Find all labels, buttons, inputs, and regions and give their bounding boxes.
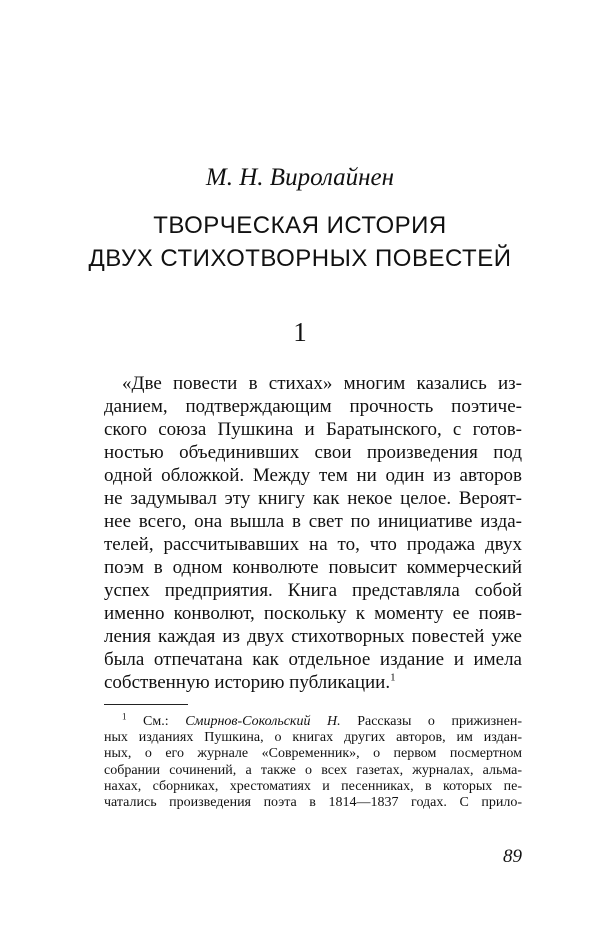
footnote-title: Рассказы о прижизнен- xyxy=(357,714,522,729)
body-line: была отпечатана как отдельное издание и имела xyxy=(104,649,522,670)
footnote-separator xyxy=(104,704,188,705)
body-line xyxy=(104,671,522,694)
body-line: одной обложкой. Между тем ни один из авторов xyxy=(104,465,522,486)
body-line: «Две повести в стихах» многим казались из- xyxy=(122,373,522,394)
footnote-line: нахах, сборниках, хрестоматиях и песенниках, в которых пе- xyxy=(104,778,522,794)
body-line-text: собственную историю публикации. xyxy=(104,672,391,693)
body-line: данием, подтверждающим прочность поэтиче- xyxy=(104,396,522,417)
footnote-lead: См.: xyxy=(143,714,169,729)
footnote-marker: 1 xyxy=(122,711,127,722)
chapter-title-line-2: ДВУХ СТИХОТВОРНЫХ ПОВЕСТЕЙ xyxy=(88,245,512,272)
body-line: успех предприятия. Книга представляла собой xyxy=(104,580,522,601)
section-number: 1 xyxy=(293,317,307,347)
page-number: 89 xyxy=(503,846,522,867)
footnote-line xyxy=(104,711,522,730)
chapter-title-line-1: ТВОРЧЕСКАЯ ИСТОРИЯ xyxy=(153,212,447,239)
footnote-line: ных изданиях Пушкина, о книгах других авторов, им издан- xyxy=(104,730,522,746)
body-text xyxy=(104,372,522,694)
body-line: именно конволют, поскольку к моменту ее появ- xyxy=(104,603,522,624)
body-line: нее всего, она вышла в свет по инициативе изда- xyxy=(104,511,522,532)
author-name: М. Н. Виролайнен xyxy=(205,164,395,191)
footnote-line: собрании сочинений, а также о всех газетах, журналах, альма- xyxy=(104,762,522,778)
footnote-reference: 1 xyxy=(390,671,396,684)
body-line: не задумывал эту книгу как некое целое. Вероят- xyxy=(104,488,522,509)
body-line: поэм в одном конволюте повысит коммерческий xyxy=(104,557,522,578)
body-line: ского союза Пушкина и Баратынского, с готов- xyxy=(104,419,522,440)
body-line: телей, рассчитывавших на то, что продажа двух xyxy=(104,534,522,555)
body-line: ления каждая из двух стихотворных повестей уже xyxy=(104,626,522,647)
footnotes xyxy=(104,711,522,811)
footnote-line: ных, о его журнале «Современник», о первом посмертном xyxy=(104,746,522,762)
body-line: ностью объединивших свои произведения под xyxy=(104,442,522,463)
footnote-author: Смирнов-Сокольский Н. xyxy=(185,714,341,729)
footnote-line: чатались произведения поэта в 1814—1837 годах. С прило- xyxy=(104,794,522,810)
